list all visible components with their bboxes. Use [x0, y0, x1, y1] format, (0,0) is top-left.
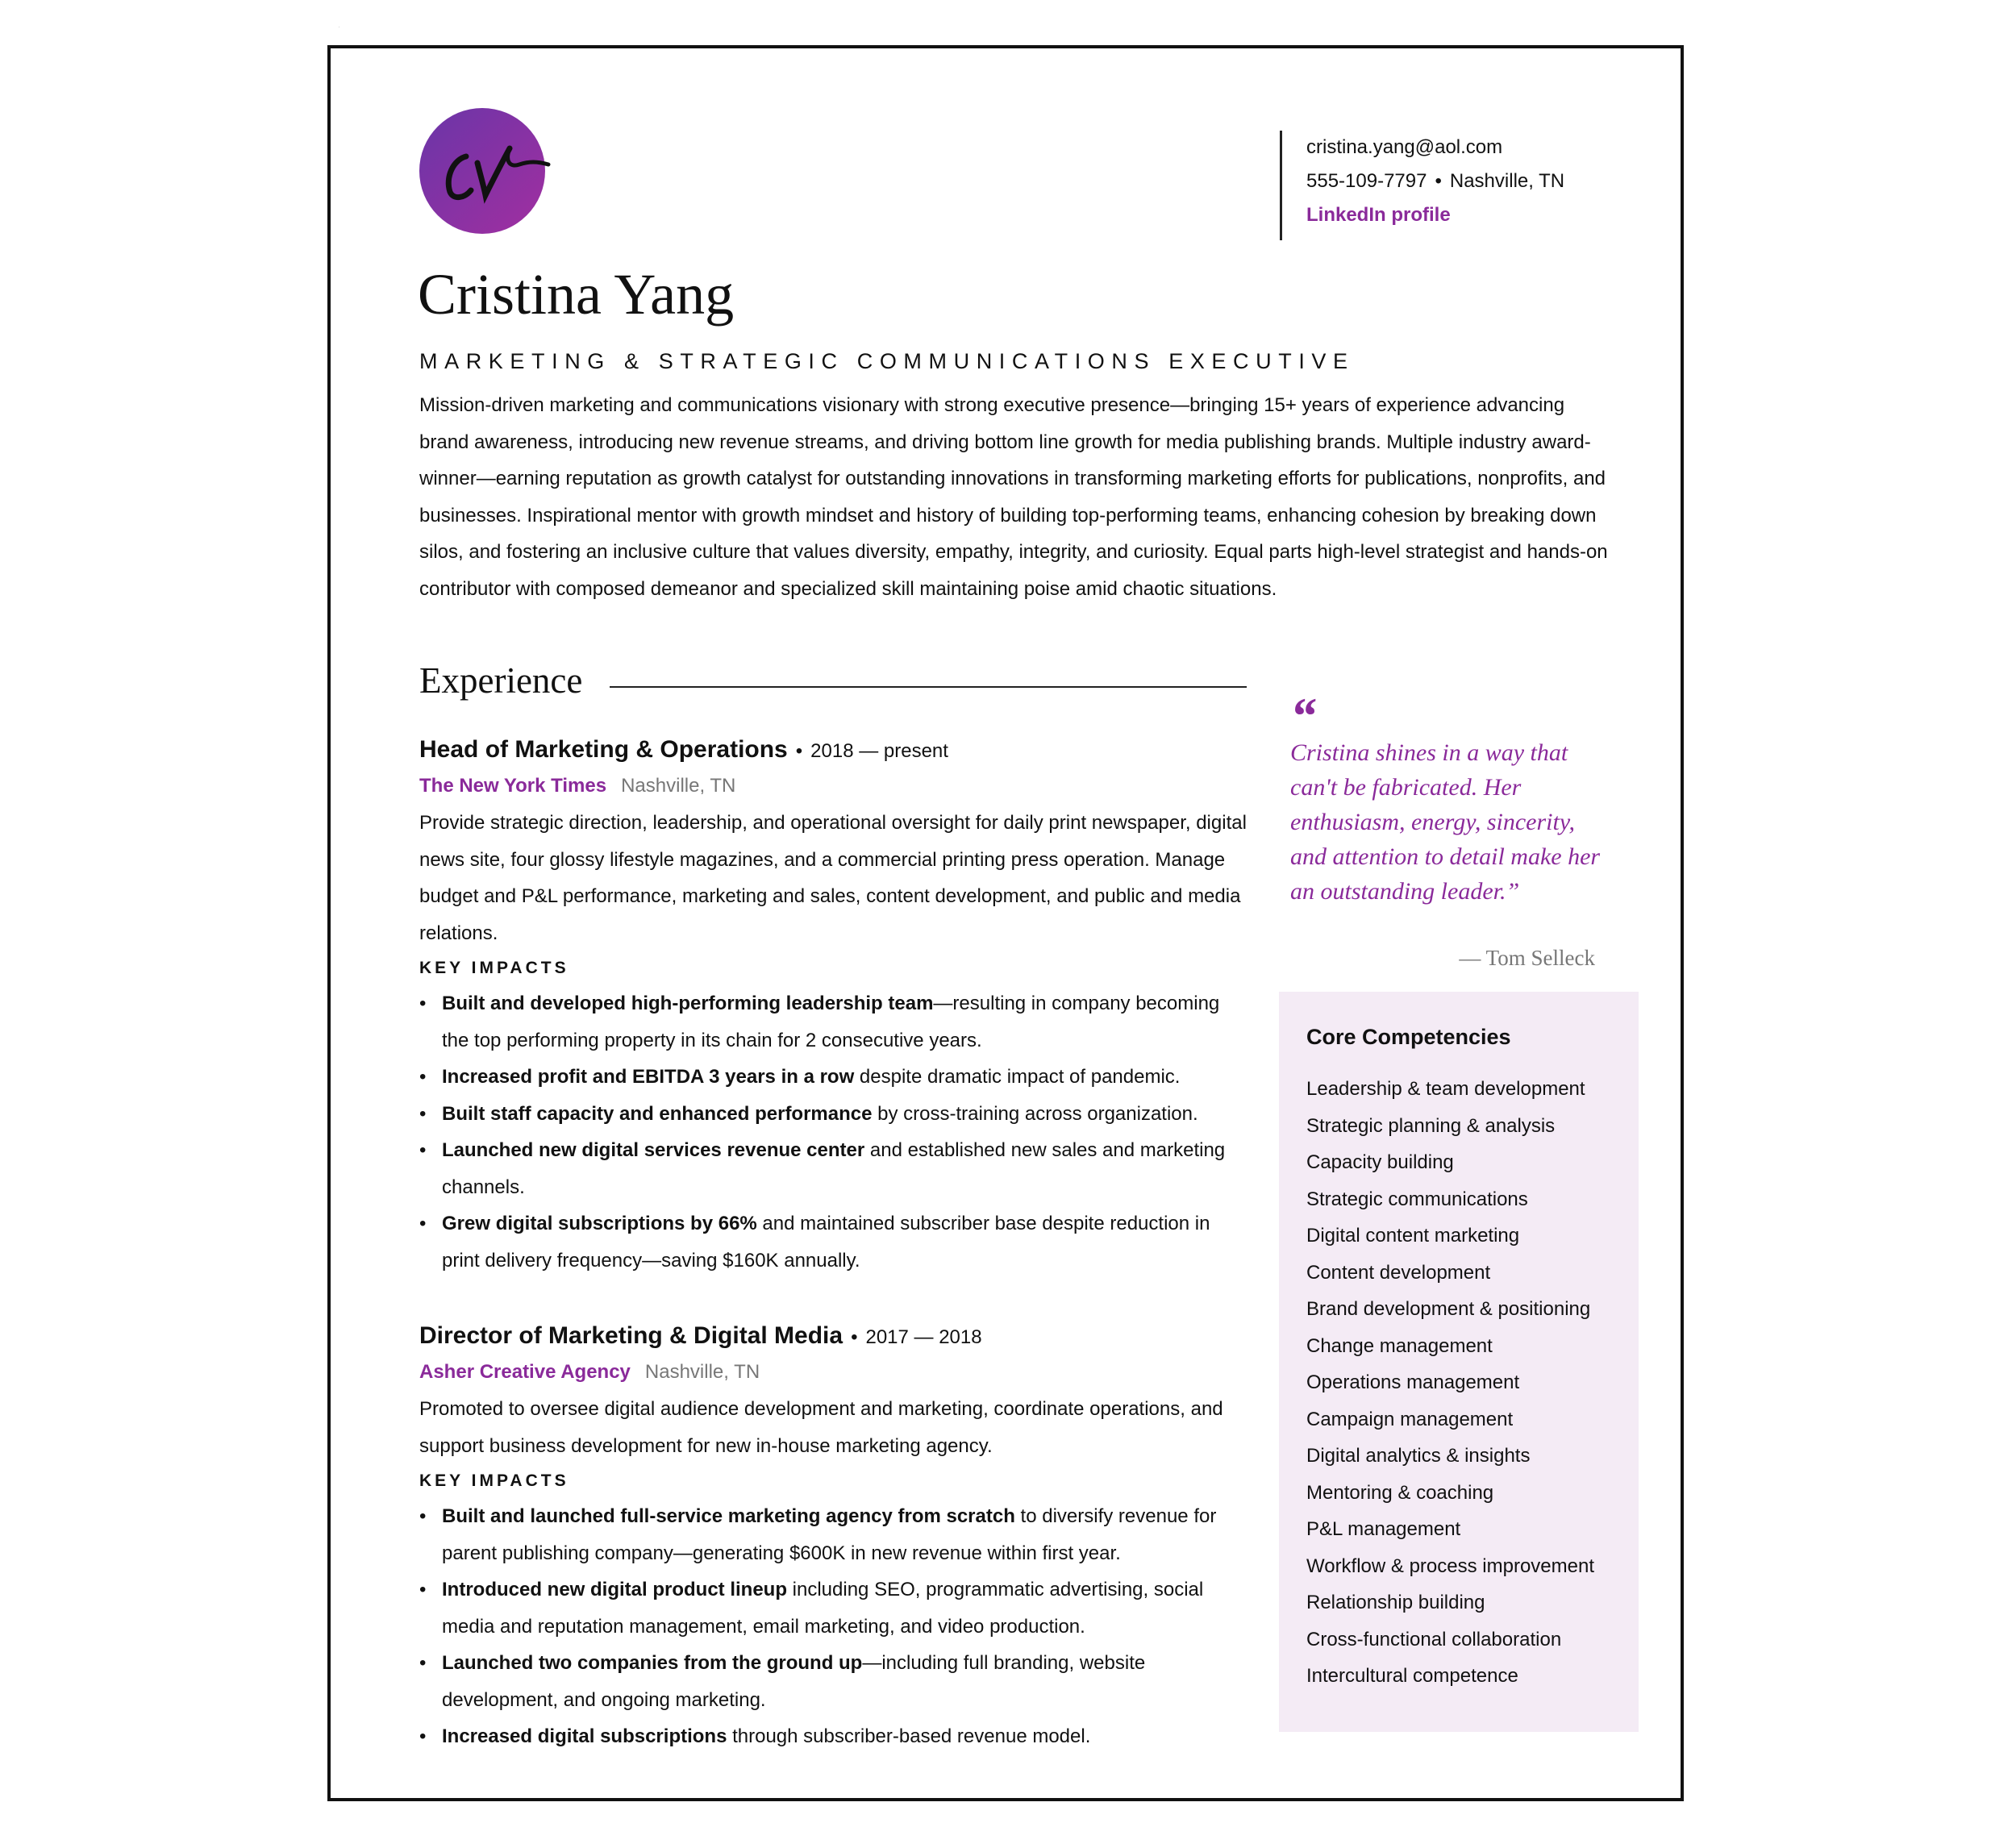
job-separator: •	[851, 1326, 858, 1348]
contact-phone: 555-109-7797	[1306, 170, 1427, 192]
job-entry	[419, 1320, 1250, 1755]
job-title: Director of Marketing & Digital Media	[419, 1322, 843, 1349]
impact-highlight: Launched two companies from the ground up	[442, 1652, 863, 1674]
competency-item: Relationship building	[1306, 1592, 1485, 1613]
impact-highlight: Launched new digital services revenue center	[442, 1139, 865, 1161]
competency-item: Cross-functional collaboration	[1306, 1628, 1562, 1650]
impact-item	[419, 1718, 1250, 1755]
job-separator: •	[795, 740, 803, 762]
impact-item	[419, 985, 1250, 1059]
impact-highlight: Increased profit and EBITDA 3 years in a row	[442, 1066, 855, 1088]
competency-item: Digital content marketing	[1306, 1225, 1520, 1247]
impact-detail: despite dramatic impact of pandemic.	[854, 1066, 1181, 1088]
job-location: Nashville, TN	[621, 775, 736, 797]
competencies-title: Core Competencies	[1306, 1025, 1511, 1049]
impact-detail: to diversify revenue for parent publishing company—generating $600K in new revenue within first year.	[442, 1505, 1217, 1564]
competency-item: Mentoring & coaching	[1306, 1481, 1494, 1504]
impact-detail: by cross-training across organization.	[872, 1102, 1198, 1125]
competency-item: P&L management	[1306, 1518, 1461, 1540]
contact-phone-line	[1306, 164, 1586, 198]
experience-divider	[610, 686, 1247, 688]
key-impacts-label: KEY IMPACTS	[419, 959, 569, 977]
job-description: Provide strategic direction, leadership, and operational oversight for daily print newspaper, digital news site, four glossy lifestyle magazines, and a commercial printing press operation. Manage budget and P&L performance, marketing and sales, content development, and public and media relations.	[419, 812, 1247, 944]
contact-separator: •	[1435, 170, 1442, 192]
impact-item	[419, 1096, 1250, 1133]
competency-item: Brand development & positioning	[1306, 1298, 1591, 1320]
impact-item	[419, 1132, 1250, 1205]
impact-detail: and established new sales and marketing channels.	[442, 1139, 1226, 1198]
competency-item: Digital analytics & insights	[1306, 1445, 1531, 1467]
competency-item: Capacity building	[1306, 1151, 1454, 1173]
competencies-list	[1306, 1071, 1639, 1695]
job-company: Asher Creative Agency	[419, 1361, 631, 1383]
key-impacts-label: KEY IMPACTS	[419, 1471, 569, 1490]
job-years: 2017 — 2018	[865, 1326, 982, 1348]
job-location: Nashville, TN	[644, 1361, 760, 1383]
competency-item: Strategic communications	[1306, 1188, 1528, 1210]
impact-highlight: Built and developed high-performing leadership team	[442, 993, 934, 1014]
impact-item	[419, 1059, 1250, 1096]
impact-detail: —resulting in company becoming the top performing property in its chain for 2 consecutive years.	[442, 993, 1220, 1051]
job-company: The New York Times	[419, 775, 607, 797]
impact-item	[419, 1498, 1250, 1571]
contact-email[interactable]: cristina.yang@aol.com	[1306, 136, 1503, 158]
key-impacts-list	[419, 1498, 1250, 1755]
job-company-line	[419, 1354, 1250, 1391]
competency-item: Workflow & process improvement	[1306, 1555, 1594, 1577]
contact-location: Nashville, TN	[1449, 170, 1565, 192]
job-years: 2018 — present	[810, 740, 948, 762]
impact-highlight: Introduced new digital product lineup	[442, 1579, 787, 1600]
contact-block	[1280, 131, 1586, 240]
summary-paragraph: Mission-driven marketing and communications visionary with strong executive presence—bringing 15+ years of experience advancing brand awareness, introducing new revenue streams, and driving bottom line growth for media publishing brands. Multiple industry award-winner—earning reputation as growth catalyst for outstanding innovations in transforming marketing efforts for publications, nonprofits, and businesses. Inspirational mentor with growth mindset and history of building top-performing teams, enhancing cohesion by breaking down silos, and fostering an inclusive culture that values diversity, empathy, integrity, and curiosity. Equal parts high-level strategist and hands-on contributor with composed demeanor and specialized skill maintaining poise amid chaotic situations.	[419, 394, 1608, 600]
job-entry	[419, 734, 1250, 1279]
candidate-name: Cristina Yang	[418, 262, 735, 327]
job-header	[419, 734, 1250, 768]
impact-highlight: Grew digital subscriptions by 66%	[442, 1213, 757, 1234]
quote-mark-icon: “	[1290, 687, 1316, 744]
impact-item	[419, 1645, 1250, 1718]
impact-item	[419, 1205, 1250, 1279]
impact-detail: including SEO, programmatic advertising, social media and reputation management, email marketing, and video production.	[442, 1579, 1204, 1638]
competency-item: Leadership & team development	[1306, 1078, 1585, 1100]
impact-detail: and maintained subscriber base despite reduction in print delivery frequency—saving $160K annually.	[442, 1213, 1210, 1272]
impact-detail: through subscriber-based revenue model.	[727, 1725, 1091, 1747]
key-impacts-list	[419, 985, 1250, 1279]
impact-detail: —including full branding, website development, and ongoing marketing.	[442, 1652, 1146, 1711]
impact-highlight: Increased digital subscriptions	[442, 1725, 727, 1747]
testimonial-quote: Cristina shines in a way that can't be fabricated. Her enthusiasm, energy, sincerity, and attention to detail make her an outstanding leader.”	[1290, 739, 1601, 905]
linkedin-link[interactable]: LinkedIn profile	[1306, 204, 1451, 226]
experience-heading: Experience	[419, 660, 583, 701]
competency-item: Operations management	[1306, 1371, 1520, 1393]
impact-highlight: Built staff capacity and enhanced performance	[442, 1102, 873, 1125]
competency-item: Content development	[1306, 1261, 1491, 1284]
competency-item: Strategic planning & analysis	[1306, 1114, 1556, 1137]
monogram-logo	[419, 108, 545, 234]
testimonial-author: — Tom Selleck	[1459, 946, 1595, 970]
core-competencies-panel	[1279, 992, 1639, 1732]
competency-item: Campaign management	[1306, 1408, 1514, 1430]
candidate-headline: MARKETING & STRATEGIC COMMUNICATIONS EXECUTIVE	[419, 349, 1355, 373]
competency-item: Intercultural competence	[1306, 1665, 1518, 1687]
job-company-line	[419, 768, 1250, 805]
job-header	[419, 1320, 1250, 1354]
resume-page	[327, 27, 1684, 1801]
job-description: Promoted to oversee digital audience development and marketing, coordinate operations, and support business development for new in-house marketing agency.	[419, 1398, 1223, 1457]
impact-highlight: Built and launched full-service marketing agency from scratch	[442, 1505, 1015, 1527]
competency-item: Change management	[1306, 1334, 1493, 1357]
impact-item	[419, 1571, 1250, 1645]
job-title: Head of Marketing & Operations	[419, 736, 788, 763]
